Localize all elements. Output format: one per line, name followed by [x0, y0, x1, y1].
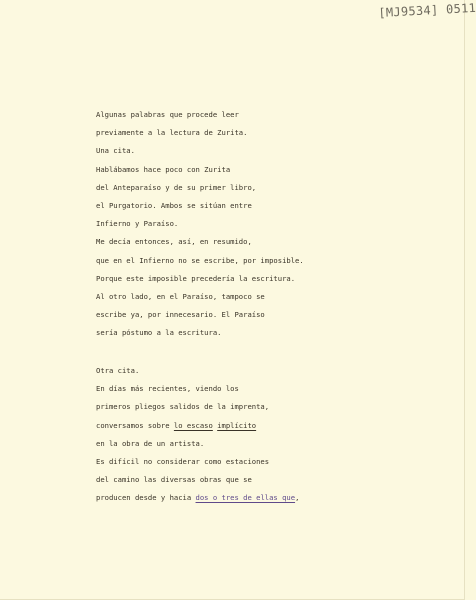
paragraph-block-2 — [96, 366, 299, 512]
text-line — [96, 493, 299, 511]
text-segment: , — [295, 493, 300, 503]
paragraph-block-1 — [96, 110, 304, 346]
text-line: en la obra de un artista. — [96, 438, 205, 448]
text-line: Al otro lado, en el Paraíso, tampoco se — [96, 291, 265, 301]
underlined-phrase: dos o tres de ellas que — [195, 493, 296, 503]
text-line: Algunas palabras que procede leer — [96, 110, 239, 119]
text-segment: conversamos sobre — [96, 420, 174, 430]
text-line: escribe ya, por innecesario. El Paraíso — [96, 310, 265, 320]
text-line: que en el Infierno no se escribe, por imposible. — [96, 255, 304, 265]
text-line: del camino las diversas obras que se — [96, 475, 252, 485]
text-line: Porque este imposible precedería la escritura. — [96, 273, 296, 283]
text-line: del Anteparaíso y de su primer libro, — [96, 182, 257, 192]
text-line: previamente a la lectura de Zurita. — [96, 128, 248, 138]
text-line: Otra cita. — [96, 366, 140, 375]
text-segment: producen desde y hacia — [96, 493, 196, 503]
text-line: En días más recientes, viendo los — [96, 384, 239, 394]
text-line — [96, 421, 299, 439]
text-line: Infierno y Paraíso. — [96, 219, 179, 229]
text-line: sería póstumo a la escritura. — [96, 328, 222, 338]
text-line: Me decía entonces, así, en resumido, — [96, 237, 252, 247]
underlined-phrase: implícito — [217, 420, 257, 430]
underlined-phrase: lo escaso — [173, 420, 213, 430]
text-line: el Purgatorio. Ambos se sitúan entre — [96, 200, 252, 210]
text-line: Una cita. — [96, 146, 135, 156]
text-line: Es difícil no considerar como estaciones — [96, 456, 270, 466]
archive-stamp: [MJ9534] 0511 — [378, 0, 476, 20]
text-line: Hablábamos hace poco con Zurita — [96, 164, 231, 174]
text-line: primeros pliegos salidos de la imprenta, — [96, 402, 270, 412]
